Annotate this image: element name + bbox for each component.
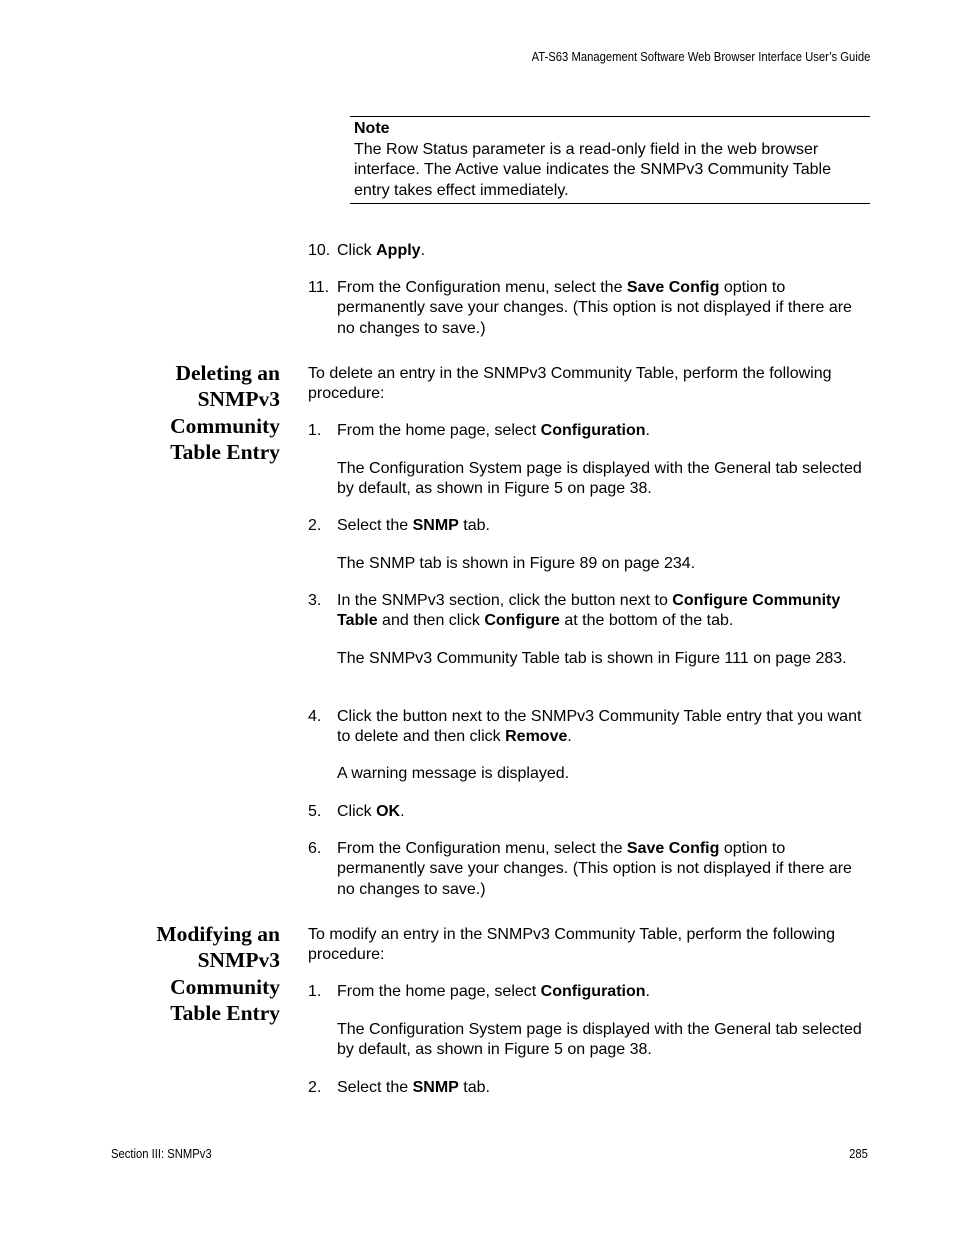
delete-intro: To delete an entry in the SNMPv3 Community Table, perform the following procedure: <box>308 365 832 403</box>
step-number: 6. <box>308 840 322 857</box>
step-number: 4. <box>308 708 322 725</box>
note-body: The Row Status parameter is a read-only field in the web browser interface. The Active value indicates the SNMPv3 Community Table entry takes effect immediately. <box>354 141 831 199</box>
step-text: In the SNMPv3 section, click the button next to Configure Community Table and then click Configure at the bottom of the tab. <box>337 592 841 630</box>
section-heading-deleting: Deleting an SNMPv3 Community Table Entry <box>170 361 280 464</box>
step-number: 2. <box>308 1079 322 1096</box>
step-text: Click OK. <box>337 803 405 820</box>
step-text: Click Apply. <box>337 242 426 259</box>
step-number: 3. <box>308 592 322 609</box>
page-number: 285 <box>849 1147 868 1161</box>
step-text: From the Configuration menu, select the Save Config option to permanently save your changes. (This option is not displayed if there are no changes to save.) <box>337 840 852 898</box>
section-heading-modifying: Modifying an SNMPv3 Community Table Entry <box>156 922 280 1025</box>
step-text: From the home page, select Configuration. <box>337 983 650 1000</box>
step-text: From the home page, select Configuration. <box>337 422 650 439</box>
running-header: AT-S63 Management Software Web Browser Interface User’s Guide <box>531 50 870 64</box>
step-text: From the Configuration menu, select the Save Config option to permanently save your changes. (This option is not displayed if there are no changes to save.) <box>337 279 852 337</box>
step-text: Click the button next to the SNMPv3 Community Table entry that you want to delete and then click Remove. <box>337 708 862 746</box>
footer-section: Section III: SNMPv3 <box>111 1147 212 1161</box>
modify-step-1-note: The Configuration System page is displayed with the General tab selected by default, as shown in Figure 5 on page 38. <box>337 1021 862 1059</box>
delete-step-1-note: The Configuration System page is displayed with the General tab selected by default, as shown in Figure 5 on page 38. <box>337 460 862 498</box>
step-number: 5. <box>308 803 322 820</box>
step-text: Select the SNMP tab. <box>337 517 490 534</box>
delete-step-3-note: The SNMPv3 Community Table tab is shown in Figure 111 on page 283. <box>337 650 847 667</box>
step-number: 10. <box>308 242 331 259</box>
step-number: 1. <box>308 422 322 439</box>
delete-step-4-note: A warning message is displayed. <box>337 765 570 782</box>
step-text: Select the SNMP tab. <box>337 1079 490 1096</box>
delete-step-2-note: The SNMP tab is shown in Figure 89 on page 234. <box>337 555 696 572</box>
modify-intro: To modify an entry in the SNMPv3 Community Table, perform the following procedure: <box>308 926 836 964</box>
note-title: Note <box>354 120 390 137</box>
step-number: 2. <box>308 517 322 534</box>
step-number: 11. <box>308 279 330 296</box>
step-number: 1. <box>308 983 322 1000</box>
